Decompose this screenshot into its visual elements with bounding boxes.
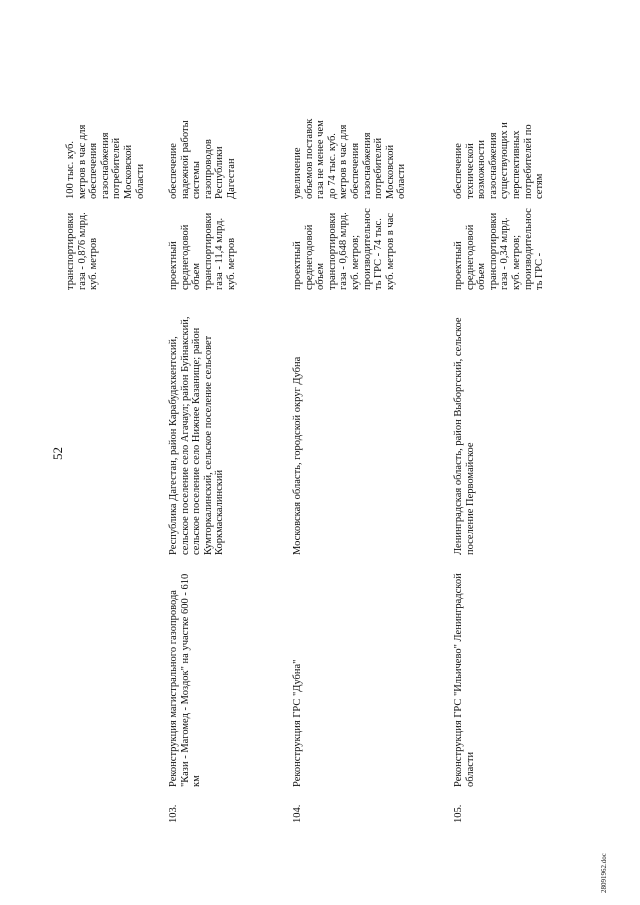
capacity-cell: проектный среднегодовой объем транспортировки газа - 0,34 млрд. куб. метров; производительность ГРС -	[453, 208, 546, 290]
capacity-cell: проектный среднегодовой объем транспортировки газа - 0,648 млрд. куб. метров; производительность ГРС - 74 тыс. куб. метров в час	[292, 208, 396, 290]
row-number: 103.	[168, 804, 179, 823]
row-number: 104.	[292, 804, 303, 823]
location-cell: Московская область, городской округ Дубна	[292, 356, 303, 555]
goal-cell: обеспечение технической возможности газоснабжения существующих и перспективных потребителей по сетям	[453, 122, 546, 199]
document-code: 28091962.doc	[600, 853, 608, 893]
goal-cell: 100 тыс. куб. метров в час для обеспечения газоснабжения потребителей Московской области	[65, 124, 146, 199]
row-number: 105.	[453, 804, 464, 823]
page-number: 52	[50, 447, 65, 460]
location-cell: Ленинградская область, район Выборгский, сельское поселение Первомайское	[453, 317, 476, 555]
object-name-cell: Реконструкция ГРС "Дубна"	[292, 659, 303, 787]
location-cell: Республика Дагестан, район Карабудахкентский, сельское поселение село Агачаул; район Буйнакский, сельское поселение село Нижнее Казанище; район Кумторкалинский, сельское поселение сельсовет Коркмаскалинский	[168, 316, 226, 555]
goal-cell: увеличение объемов поставок газа не менее чем до 74 тыс. куб. метров в час для обеспечения газоснабжения потребителей Московской области	[292, 118, 408, 199]
capacity-cell: проектный среднегодовой объем транспортировки газа - 11,4 млрд. куб. метров	[168, 212, 237, 290]
object-name-cell: Реконструкция ГРС "Ильичево" Ленинградской области	[453, 573, 476, 787]
goal-cell: обеспечение надежной работы системы газопроводов Республики Дагестан	[168, 120, 237, 199]
object-name-cell: Реконструкция магистрального газопровода "Кази - Магомед - Моздок" на участке 600 - 610 км	[168, 573, 203, 787]
capacity-cell: транспортировки газа - 0,876 млрд. куб. метров	[65, 212, 100, 290]
